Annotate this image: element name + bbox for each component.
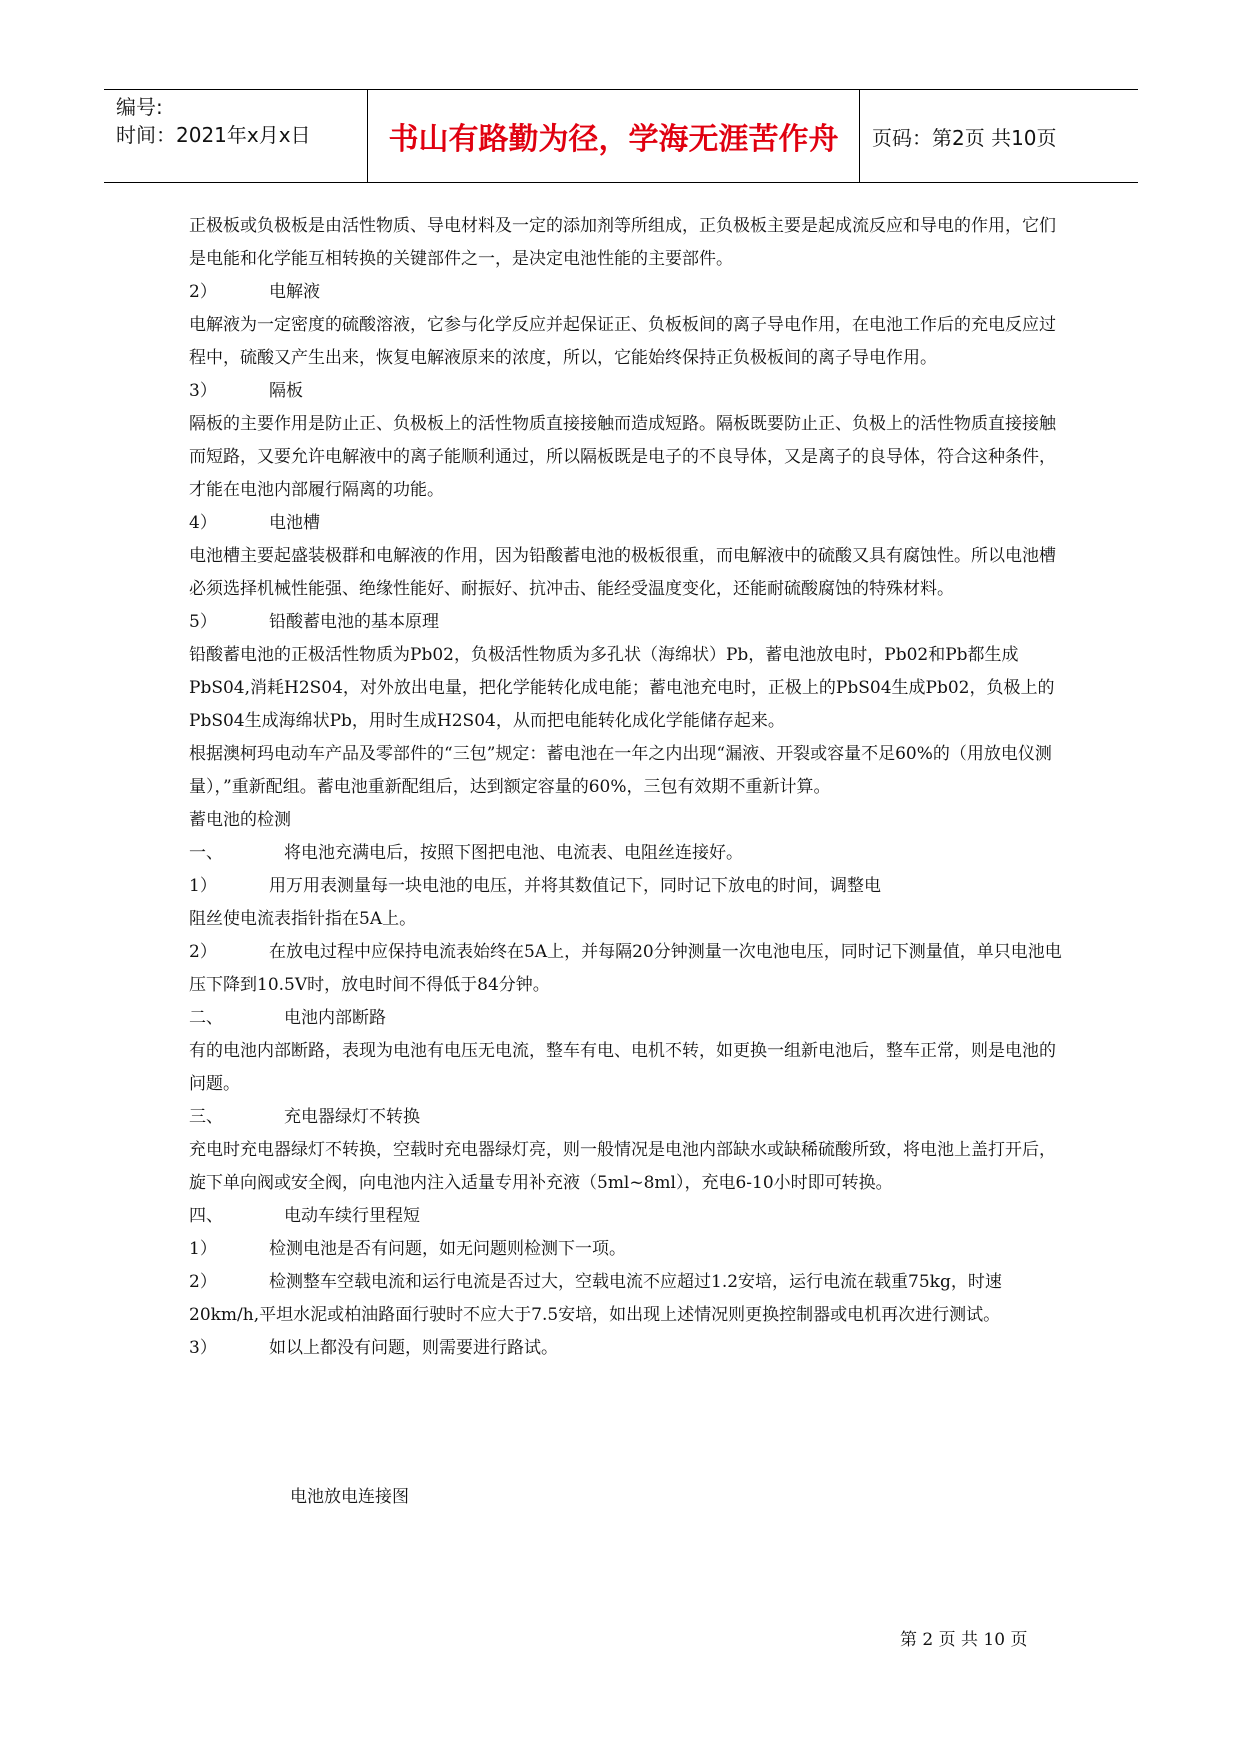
section-title: 电池内部断路: [284, 1008, 386, 1028]
heading-title: 隔板: [269, 381, 303, 401]
heading-title: 铅酸蓄电池的基本原理: [269, 612, 439, 632]
section-title: 将电池充满电后，按照下图把电池、电流表、电阻丝连接好。: [284, 843, 743, 863]
paragraph-electrolyte: 电解液为一定密度的硫酸溶液，它参与化学反应并起保证正、负板板间的离子导电作用，在电池工作后的充电反应过程中，硫酸又产生出来，恢复电解液原来的浓度，所以，它能始终保持正负极板间的离子导电作用。: [189, 315, 1056, 368]
step-text: 如以上都没有问题，则需要进行路试。: [269, 1338, 558, 1358]
paragraph-principle: 铅酸蓄电池的正极活性物质为Pb02，负极活性物质为多孔状（海绵状）Pb，蓄电池放电时，Pb02和Pb都生成PbS04,消耗H2S04，对外放出电量，把化学能转化成电能；蓄电池充电时，正极上的PbS04生成Pb02，负极上的PbS04生成海绵状Pb，用时生成H2S04，从而把电能转化成化学能储存起来。: [189, 645, 1055, 731]
heading-title: 电解液: [269, 282, 320, 302]
step-text: 检测整车空载电流和运行电流是否过大，空载电流不应超过1.2安培，运行电流在载重75kg，时速20km/h,平坦水泥或柏油路面行驶时不应大于7.5安培，如出现上述情况则更换控制器或电机再次进行测试。: [189, 1272, 1002, 1325]
section-1-heading: [189, 837, 1065, 870]
heading-number: 4）: [189, 513, 217, 533]
heading-number: 5）: [189, 612, 217, 632]
section-number: 四、: [189, 1206, 223, 1226]
document-body: [189, 210, 1065, 1365]
section-2-text: 有的电池内部断路，表现为电池有电压无电流，整车有电、电机不转，如更换一组新电池后，整车正常，则是电池的问题。: [189, 1041, 1056, 1094]
step-1a: [189, 870, 1065, 903]
section-title: 充电器绿灯不转换: [284, 1107, 420, 1127]
heading-electrolyte: [189, 276, 1065, 309]
paragraph-battery-case: 电池槽主要起盛装极群和电解液的作用，因为铅酸蓄电池的极板很重，而电解液中的硫酸又具有腐蚀性。所以电池槽必须选择机械性能强、绝缘性能好、耐振好、抗冲击、能经受温度变化，还能耐硫酸腐蚀的特殊材料。: [189, 546, 1056, 599]
step-4b: [189, 1266, 1065, 1332]
heading-battery-test: 蓄电池的检测: [189, 810, 291, 830]
step-text: 检测电池是否有问题，如无问题则检测下一项。: [269, 1239, 626, 1259]
page-footer: 第 2 页 共 10 页: [900, 1630, 1028, 1650]
page-header: [104, 89, 1138, 183]
heading-battery-case: [189, 507, 1065, 540]
paragraph-plates: 正极板或负极板是由活性物质、导电材料及一定的添加剂等所组成，正负极板主要是起成流反应和导电的作用，它们是电能和化学能互相转换的关键部件之一，是决定电池性能的主要部件。: [189, 216, 1056, 269]
header-page-label: 页码：第2页 共10页: [872, 125, 1057, 150]
step-1a-continued: 阻丝使电流表指针指在5A上。: [189, 909, 417, 929]
header-number-label: 编号:: [116, 95, 163, 119]
step-1b: [189, 936, 1065, 1002]
step-number: 3）: [189, 1338, 217, 1358]
header-motto: 书山有路勤为径，学海无涯苦作舟: [388, 122, 839, 157]
heading-separator: [189, 375, 1065, 408]
header-meta: [116, 93, 361, 149]
heading-title: 电池槽: [269, 513, 320, 533]
section-title: 电动车续行里程短: [284, 1206, 420, 1226]
section-number: 一、: [189, 843, 223, 863]
figure-caption: 电池放电连接图: [290, 1487, 409, 1507]
section-3-text: 充电时充电器绿灯不转换，空载时充电器绿灯亮，则一般情况是电池内部缺水或缺稀硫酸所致，将电池上盖打开后，旋下单向阀或安全阀，向电池内注入适量专用补充液（5ml~8ml），充电6-10小时即可转换。: [189, 1140, 1056, 1193]
step-number: 2）: [189, 1272, 217, 1292]
step-number: 1）: [189, 1239, 217, 1259]
header-time-label: 时间：2021年x月x日: [116, 123, 311, 147]
step-4c: [189, 1332, 1065, 1365]
heading-principle: [189, 606, 1065, 639]
step-text: 用万用表测量每一块电池的电压，并将其数值记下，同时记下放电的时间，调整电: [269, 876, 881, 896]
section-number: 二、: [189, 1008, 223, 1028]
section-2-heading: [189, 1002, 1065, 1035]
step-text: 在放电过程中应保持电流表始终在5A上，并每隔20分钟测量一次电池电压，同时记下测量值，单只电池电压下降到10.5V时，放电时间不得低于84分钟。: [189, 942, 1062, 995]
step-4a: [189, 1233, 1065, 1266]
section-3-heading: [189, 1101, 1065, 1134]
paragraph-warranty: 根据澳柯玛电动车产品及零部件的“三包”规定：蓄电池在一年之内出现“漏液、开裂或容量不足60%的（用放电仪测量），”重新配组。蓄电池重新配组后，达到额定容量的60%，三包有效期不重新计算。: [189, 744, 1052, 797]
heading-number: 3）: [189, 381, 217, 401]
section-number: 三、: [189, 1107, 223, 1127]
section-4-heading: [189, 1200, 1065, 1233]
heading-number: 2）: [189, 282, 217, 302]
step-number: 1）: [189, 876, 217, 896]
paragraph-separator: 隔板的主要作用是防止正、负极板上的活性物质直接接触而造成短路。隔板既要防止正、负极上的活性物质直接接触而短路，又要允许电解液中的离子能顺利通过，所以隔板既是电子的不良导体，又是离子的良导体，符合这种条件，才能在电池内部履行隔离的功能。: [189, 414, 1056, 500]
step-number: 2）: [189, 942, 217, 962]
